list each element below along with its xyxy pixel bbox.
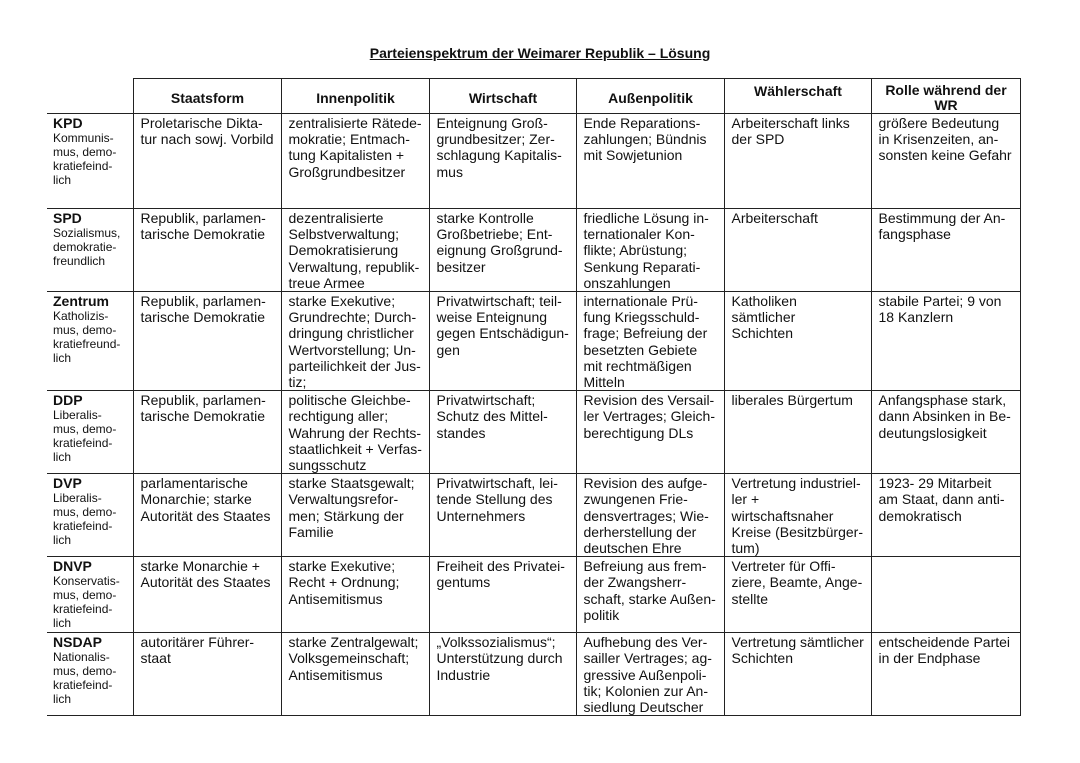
party-name: SPD	[53, 210, 82, 226]
cell-rolle: stabile Partei; 9 von 18 Kanzlern	[871, 292, 1020, 391]
cell-rolle: größere Bedeutung in Krisenzeiten, an- sonsten keine Gefahr	[871, 114, 1020, 209]
cell-innenpolitik: starke Exekutive; Recht + Ordnung; Antisemitismus	[281, 557, 429, 633]
party-cell	[47, 114, 133, 209]
cell-staatsform: starke Monarchie + Autorität des Staates	[133, 557, 281, 633]
cell-innenpolitik: starke Staatsgewalt; Verwaltungsrefor- men; Stärkung der Familie	[281, 474, 429, 557]
cell-wirtschaft: Freiheit des Privatei- gentums	[429, 557, 576, 633]
party-cell	[47, 633, 133, 716]
header-innenpolitik: Innenpolitik	[281, 79, 429, 114]
header-aussenpolitik: Außenpolitik	[576, 79, 724, 114]
cell-staatsform: Republik, parlamen- tarische Demokratie	[133, 391, 281, 474]
party-description: Liberalis- mus, demo- kratiefeind- lich	[53, 408, 117, 465]
party-description: Liberalis- mus, demo- kratiefeind- lich	[53, 491, 117, 548]
cell-waehlerschaft: liberales Bürgertum	[724, 391, 871, 474]
corner-cell	[47, 79, 133, 114]
cell-innenpolitik: starke Exekutive; Grundrechte; Durch- dringung christlicher Wertvorstellung; Un- parteilichkeit der Jus- tiz;	[281, 292, 429, 391]
cell-rolle: entscheidende Partei in der Endphase	[871, 633, 1020, 716]
cell-waehlerschaft: Katholiken sämtlicher Schichten	[724, 292, 871, 391]
party-spectrum-table	[47, 78, 1021, 716]
cell-rolle: Anfangsphase stark, dann Absinken in Be- deutungslosigkeit	[871, 391, 1020, 474]
table-row	[47, 391, 1020, 474]
cell-wirtschaft: Privatwirtschaft; Schutz des Mittel- standes	[429, 391, 576, 474]
party-cell	[47, 474, 133, 557]
header-rolle: Rolle während der WR	[871, 79, 1020, 114]
party-description: Kommunis- mus, demo- kratiefeind- lich	[53, 131, 117, 188]
table-row	[47, 114, 1020, 209]
cell-staatsform: autoritärer Führer- staat	[133, 633, 281, 716]
cell-wirtschaft: Enteignung Groß- grundbesitzer; Zer- schlagung Kapitalis- mus	[429, 114, 576, 209]
cell-waehlerschaft: Vertretung sämtlicher Schichten	[724, 633, 871, 716]
cell-aussenpolitik: Revision des Versail- ler Vertrages; Gleich- berechtigung DLs	[576, 391, 724, 474]
table-row	[47, 557, 1020, 633]
party-name: KPD	[53, 115, 83, 131]
party-cell	[47, 209, 133, 292]
cell-aussenpolitik: Befreiung aus frem- der Zwangsherr- schaft, starke Außen- politik	[576, 557, 724, 633]
cell-innenpolitik: zentralisierte Rätede- mokratie; Entmach- tung Kapitalisten + Großgrundbesitzer	[281, 114, 429, 209]
cell-aussenpolitik: Ende Reparations- zahlungen; Bündnis mit Sowjetunion	[576, 114, 724, 209]
cell-wirtschaft: Privatwirtschaft, lei- tende Stellung des Unternehmers	[429, 474, 576, 557]
cell-aussenpolitik: internationale Prü- fung Kriegsschuld- frage; Befreiung der besetzten Gebiete mit rechtmäßigen Mitteln	[576, 292, 724, 391]
header-staatsform: Staatsform	[133, 79, 281, 114]
table-row	[47, 633, 1020, 716]
party-description: Nationalis- mus, demo- kratiefeind- lich	[53, 650, 117, 707]
cell-rolle: Bestimmung der An- fangsphase	[871, 209, 1020, 292]
table-row	[47, 209, 1020, 292]
header-row	[47, 79, 1020, 114]
cell-waehlerschaft: Arbeiterschaft	[724, 209, 871, 292]
header-waehlerschaft: Wählerschaft	[724, 79, 871, 114]
cell-wirtschaft: starke Kontrolle Großbetriebe; Ent- eignung Großgrund- besitzer	[429, 209, 576, 292]
header-wirtschaft: Wirtschaft	[429, 79, 576, 114]
party-description: Konservatis- mus, demo- kratiefeind- lich	[53, 574, 120, 631]
table-row	[47, 292, 1020, 391]
cell-rolle	[871, 557, 1020, 633]
cell-staatsform: Republik, parlamen- tarische Demokratie	[133, 209, 281, 292]
cell-waehlerschaft: Vertreter für Offi- ziere, Beamte, Ange- stellte	[724, 557, 871, 633]
cell-aussenpolitik: friedliche Lösung in- ternationaler Kon- flikte; Abrüstung; Senkung Reparati- onszahlungen	[576, 209, 724, 292]
table-row	[47, 474, 1020, 557]
cell-staatsform: Proletarische Dikta- tur nach sowj. Vorbild	[133, 114, 281, 209]
cell-rolle: 1923- 29 Mitarbeit am Staat, dann anti- demokratisch	[871, 474, 1020, 557]
party-description: Sozialismus, demokratie- freundlich	[53, 226, 121, 269]
cell-staatsform: parlamentarische Monarchie; starke Autorität des Staates	[133, 474, 281, 557]
party-name: Zentrum	[53, 293, 109, 310]
party-cell	[47, 292, 133, 391]
party-cell	[47, 391, 133, 474]
party-name: DVP	[53, 475, 82, 492]
cell-waehlerschaft: Vertretung industriel- ler + wirtschaftsnaher Kreise (Besitzbürger- tum)	[724, 474, 871, 557]
party-description: Katholizis- mus, demo- kratiefreund- lich	[53, 309, 121, 366]
cell-innenpolitik: politische Gleichbe- rechtigung aller; Wahrung der Rechts- staatlichkeit + Verfas- sungsschutz	[281, 391, 429, 474]
party-name: DNVP	[53, 558, 92, 575]
party-name: NSDAP	[53, 634, 103, 651]
cell-innenpolitik: dezentralisierte Selbstverwaltung; Demokratisierung Verwaltung, republik- treue Armee	[281, 209, 429, 292]
cell-innenpolitik: starke Zentralgewalt; Volksgemeinschaft; Antisemitismus	[281, 633, 429, 716]
cell-aussenpolitik: Revision des aufge- zwungenen Frie- densvertrages; Wie- derherstellung der deutschen Ehre	[576, 474, 724, 557]
cell-waehlerschaft: Arbeiterschaft links der SPD	[724, 114, 871, 209]
cell-aussenpolitik: Aufhebung des Ver- sailler Vertrages; ag- gressive Außenpoli- tik; Kolonien zur An- siedlung Deutscher	[576, 633, 724, 716]
cell-staatsform: Republik, parlamen- tarische Demokratie	[133, 292, 281, 391]
cell-wirtschaft: „Volkssozialismus“; Unterstützung durch Industrie	[429, 633, 576, 716]
cell-wirtschaft: Privatwirtschaft; teil- weise Enteignung gegen Entschädigun- gen	[429, 292, 576, 391]
party-name: DDP	[53, 392, 83, 409]
party-cell	[47, 557, 133, 633]
document-title: Parteienspektrum der Weimarer Republik – Lösung	[369, 45, 711, 61]
